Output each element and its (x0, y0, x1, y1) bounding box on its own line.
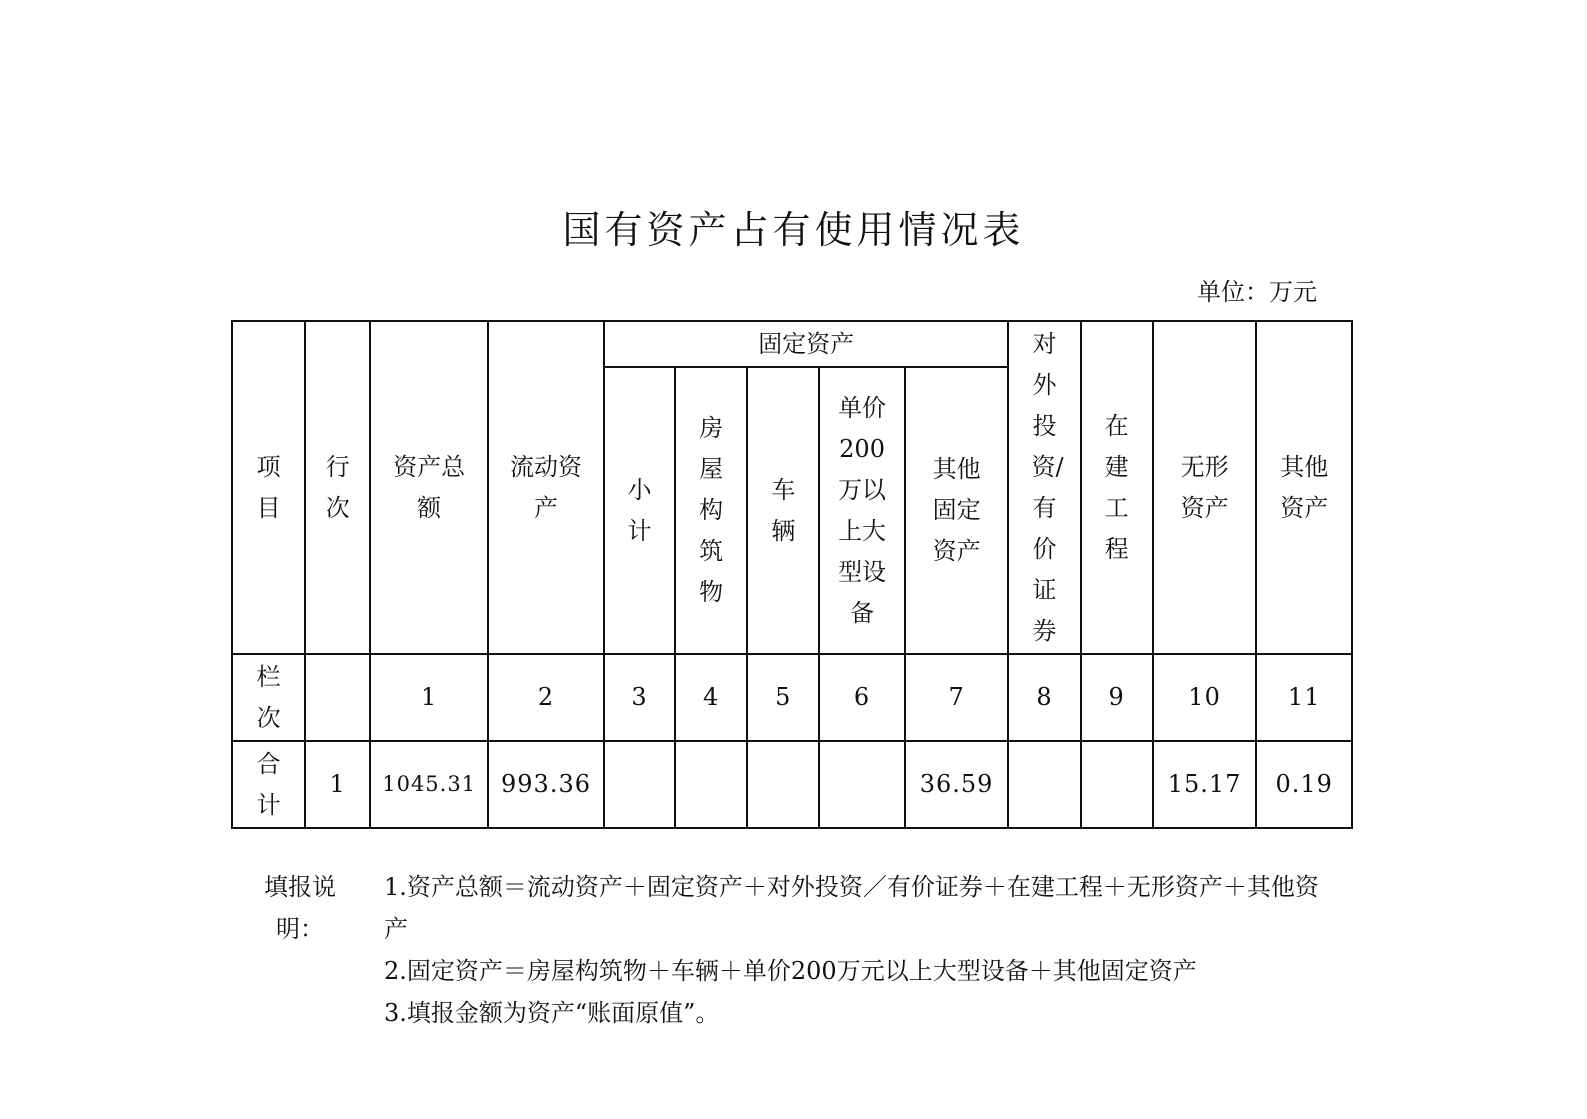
column-no-construction: 9 (1081, 654, 1153, 741)
total-row (232, 741, 1352, 828)
column-no-other-assets: 11 (1256, 654, 1352, 741)
header-intangible: 无形资产 (1153, 321, 1257, 654)
header-other-assets: 其他资产 (1256, 321, 1352, 654)
column-no-other-fixed: 7 (905, 654, 1009, 741)
total-intangible: 15.17 (1153, 741, 1257, 828)
header-total-assets: 资产总额 (370, 321, 488, 654)
column-no-investments: 8 (1008, 654, 1080, 741)
header-row-no: 行次 (305, 321, 370, 654)
total-other-assets: 0.19 (1256, 741, 1352, 828)
header-buildings: 房屋构筑物 (675, 367, 747, 654)
total-total-assets: 1045.31 (370, 741, 488, 828)
note-item: 2.固定资产＝房屋构筑物＋车辆＋单价200万元以上大型设备＋其他固定资产 (384, 957, 1197, 985)
notes-label: 填报说明： (264, 873, 336, 943)
header-large-equipment: 单价200万以上大型设备 (819, 367, 904, 654)
column-row-no (305, 654, 370, 741)
header-vehicles: 车辆 (747, 367, 819, 654)
page-title: 国有资产占有使用情况表 (562, 208, 1025, 252)
column-no-vehicles: 5 (747, 654, 819, 741)
total-investments (1008, 741, 1080, 828)
header-construction: 在建工程 (1081, 321, 1153, 654)
header-item: 项目 (232, 321, 305, 654)
total-current-assets: 993.36 (488, 741, 604, 828)
header-current-assets: 流动资产 (488, 321, 604, 654)
column-no-total-assets: 1 (370, 654, 488, 741)
total-subtotal (604, 741, 675, 828)
total-construction (1081, 741, 1153, 828)
header-fixed-assets-group: 固定资产 (604, 321, 1009, 367)
column-no-subtotal: 3 (604, 654, 675, 741)
total-other-fixed: 36.59 (905, 741, 1009, 828)
note-item: 1.资产总额＝流动资产＋固定资产＋对外投资／有价证券＋在建工程＋无形资产＋其他资产 (384, 873, 1319, 943)
unit-label: 单位：万元 (1197, 278, 1317, 306)
header-other-fixed: 其他固定资产 (905, 367, 1009, 654)
note-item: 3.填报金额为资产“账面原值”。 (384, 999, 720, 1027)
total-buildings (675, 741, 747, 828)
column-row-label: 栏次 (232, 654, 305, 741)
column-number-row (232, 654, 1352, 741)
header-subtotal: 小计 (604, 367, 675, 654)
notes-list (384, 866, 1329, 1034)
total-row-no: 1 (305, 741, 370, 828)
column-no-buildings: 4 (675, 654, 747, 741)
header-row-1 (232, 321, 1352, 367)
column-no-intangible: 10 (1153, 654, 1257, 741)
total-row-label: 合计 (232, 741, 305, 828)
total-vehicles (747, 741, 819, 828)
header-investments: 对外投资/有价证券 (1008, 321, 1080, 654)
total-large-equipment (819, 741, 904, 828)
column-no-large-equipment: 6 (819, 654, 904, 741)
column-no-current-assets: 2 (488, 654, 604, 741)
asset-table (231, 320, 1353, 829)
